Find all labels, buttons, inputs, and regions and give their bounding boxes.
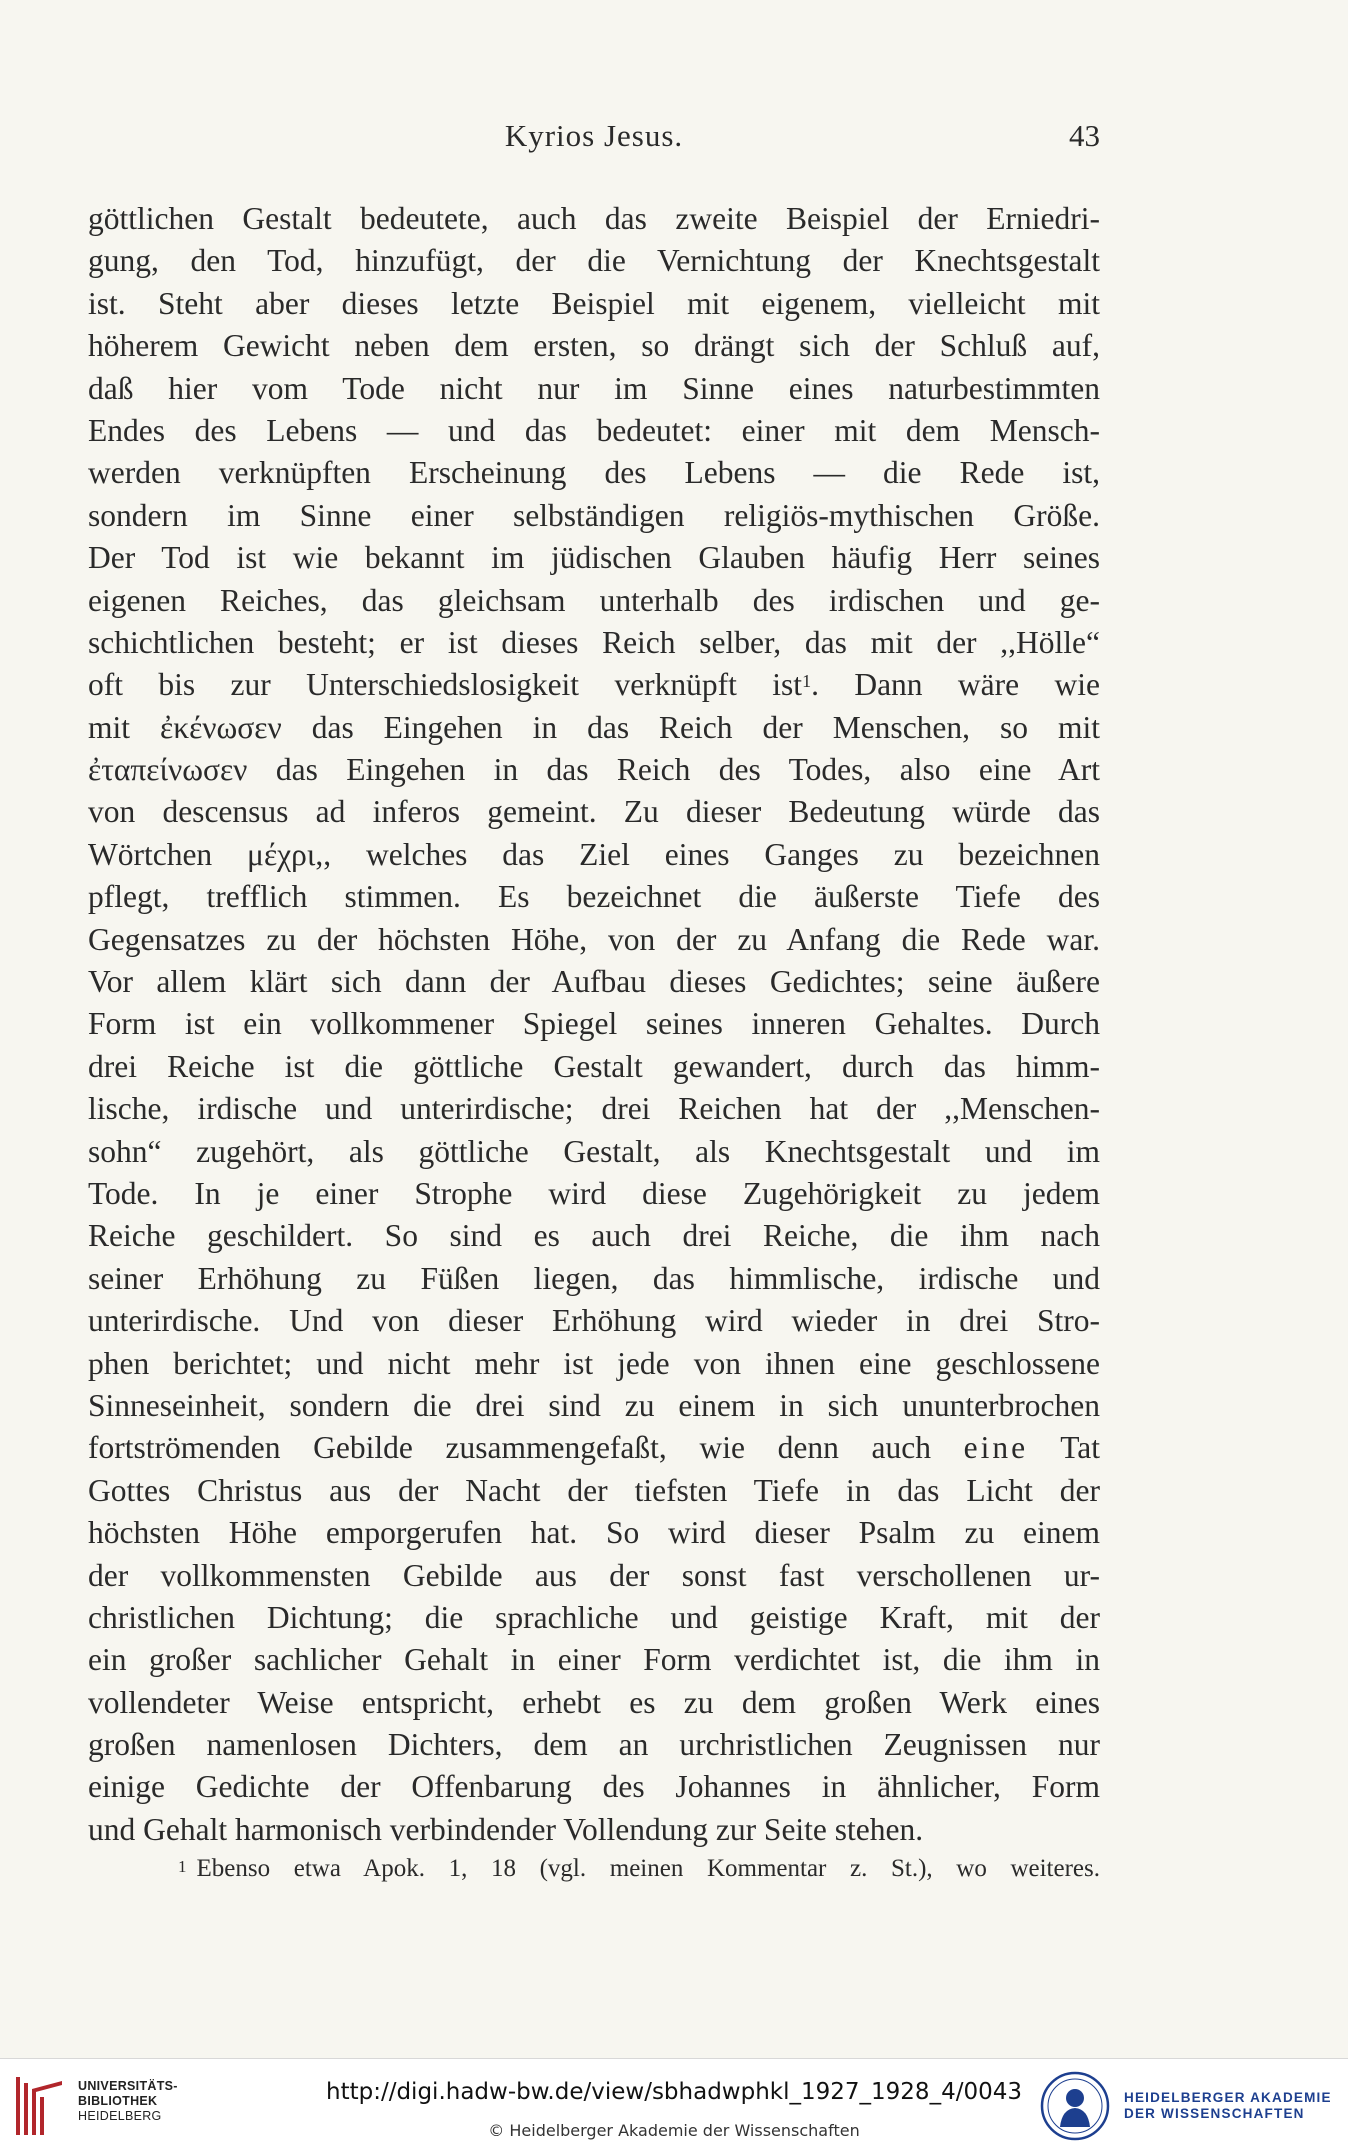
text-line: ein großer sachlicher Gehalt in einer Form verdichtet ist, die ihm in bbox=[88, 1642, 1100, 1678]
academy-line: HEIDELBERGER AKADEMIE bbox=[1124, 2090, 1332, 2105]
text-line: Der Tod ist wie bekannt im jüdischen Glauben häufig Herr seines bbox=[88, 540, 1100, 576]
text-line: Reiche geschildert. So sind es auch drei Reiche, die ihm nach bbox=[88, 1218, 1100, 1254]
viewer-footer bbox=[0, 2058, 1348, 2154]
footnote bbox=[88, 1852, 1100, 1886]
text-segment: Tat bbox=[1060, 1430, 1100, 1466]
text-line: unterirdische. Und von dieser Erhöhung wird wieder in drei Stro- bbox=[88, 1303, 1100, 1339]
text-line: werden verknüpften Erscheinung des Lebens — die Rede ist, bbox=[88, 455, 1100, 491]
text-line: ist. Steht aber dieses letzte Beispiel mit eigenem, vielleicht mit bbox=[88, 285, 1100, 321]
permalink-url[interactable]: http://digi.hadw-bw.de/view/sbhadwphkl_1927_1928_4/0043 bbox=[326, 2079, 1022, 2105]
text-line: Wörtchen μέχρι,, welches das Ziel eines Ganges zu bezeichnen bbox=[88, 836, 1100, 872]
text-segment: oft bis zur Unterschiedslosigkeit verknüpft ist bbox=[88, 667, 803, 703]
text-line: sohn“ zugehört, als göttliche Gestalt, als Knechtsgestalt und im bbox=[88, 1133, 1100, 1169]
text-line: seiner Erhöhung zu Füßen liegen, das himmlische, irdische und bbox=[88, 1260, 1100, 1296]
text-line: Sinneseinheit, sondern die drei sind zu einem in sich ununterbrochen bbox=[88, 1387, 1100, 1423]
text-line bbox=[88, 664, 1100, 706]
text-line: höherem Gewicht neben dem ersten, so drängt sich der Schluß auf, bbox=[88, 328, 1100, 364]
text-line: ἐταπείνωσεν das Eingehen in das Reich des Todes, also eine Art bbox=[88, 752, 1100, 788]
ub-line: HEIDELBERG bbox=[78, 2109, 162, 2123]
footnote-marker: 1 bbox=[178, 1857, 187, 1876]
copyright-notice: © Heidelberger Akademie der Wissenschaften bbox=[488, 2121, 860, 2140]
text-line: christlichen Dichtung; die sprachliche und geistige Kraft, mit der bbox=[88, 1599, 1100, 1635]
academy-name bbox=[1124, 2090, 1332, 2122]
text-segment: . Dann wäre wie bbox=[811, 667, 1100, 703]
text-line: göttlichen Gestalt bedeutete, auch das zweite Beispiel der Erniedri- bbox=[88, 201, 1100, 236]
running-head bbox=[88, 118, 1100, 154]
text-line: Form ist ein vollkommener Spiegel seines inneren Gehaltes. Durch bbox=[88, 1006, 1100, 1042]
text-line: Tode. In je einer Strophe wird diese Zugehörigkeit zu jedem bbox=[88, 1175, 1100, 1211]
text-line: Vor allem klärt sich dann der Aufbau dieses Gedichtes; seine äußere bbox=[88, 964, 1100, 1000]
text-line: Gegensatzes zu der höchsten Höhe, von der zu Anfang die Rede war. bbox=[88, 921, 1100, 957]
ub-line: BIBLIOTHEK bbox=[78, 2094, 158, 2108]
text-line: mit ἐκένωσεν das Eingehen in das Reich der Menschen, so mit bbox=[88, 709, 1100, 745]
text-line: pflegt, trefflich stimmen. Es bezeichnet die äußerste Tiefe des bbox=[88, 879, 1100, 915]
text-line: vollendeter Weise entspricht, erhebt es zu dem großen Werk eines bbox=[88, 1684, 1100, 1720]
running-title: Kyrios Jesus. bbox=[504, 118, 684, 153]
text-segment: fortströmenden Gebilde zusammengefaßt, wie denn auch bbox=[88, 1430, 931, 1466]
text-line: schichtlichen besteht; er ist dieses Reich selber, das mit der ,,Hölle“ bbox=[88, 624, 1100, 660]
academy-line: DER WISSENSCHAFTEN bbox=[1124, 2106, 1305, 2121]
text-line: gung, den Tod, hinzufügt, der die Vernichtung der Knechtsgestalt bbox=[88, 243, 1100, 279]
text-line: drei Reiche ist die göttliche Gestalt gewandert, durch das himm- bbox=[88, 1048, 1100, 1084]
text-line: höchsten Höhe emporgerufen hat. So wird dieser Psalm zu einem bbox=[88, 1515, 1100, 1551]
page-number: 43 bbox=[1069, 118, 1100, 153]
text-line: phen berichtet; und nicht mehr ist jede von ihnen eine geschlossene bbox=[88, 1345, 1100, 1381]
text-line: von descensus ad inferos gemeint. Zu dieser Bedeutung würde das bbox=[88, 794, 1100, 830]
ub-line: UNIVERSITÄTS- bbox=[78, 2079, 178, 2093]
text-line: und Gehalt harmonisch verbindender Vollendung zur Seite stehen. bbox=[88, 1811, 924, 1847]
text-line: großen namenlosen Dichters, dem an urchristlichen Zeugnissen nur bbox=[88, 1727, 1100, 1763]
text-line bbox=[88, 1427, 1100, 1469]
emphasized-word: eine bbox=[963, 1430, 1029, 1466]
text-line: daß hier vom Tode nicht nur im Sinne eines naturbestimmten bbox=[88, 370, 1100, 406]
text-line: der vollkommensten Gebilde aus der sonst fast verschollenen ur- bbox=[88, 1557, 1100, 1593]
text-line: eigenen Reiches, das gleichsam unterhalb des irdischen und ge- bbox=[88, 582, 1100, 618]
footnote-line bbox=[88, 1852, 1100, 1886]
body-text bbox=[88, 198, 1100, 1851]
text-line: sondern im Sinne einer selbständigen religiös-mythischen Größe. bbox=[88, 497, 1100, 533]
text-line: einige Gedichte der Offenbarung des Johannes in ähnlicher, Form bbox=[88, 1769, 1100, 1805]
text-line: Endes des Lebens — und das bedeutet: einer mit dem Mensch- bbox=[88, 412, 1100, 448]
academy-seal-icon bbox=[1040, 2071, 1110, 2141]
footnote-text: Ebenso etwa Apok. 1, 18 (vgl. meinen Kommentar z. St.), wo weiteres. bbox=[196, 1855, 1100, 1882]
text-line: lische, irdische und unterirdische; drei Reichen hat der ,,Menschen- bbox=[88, 1091, 1100, 1127]
text-line: Gottes Christus aus der Nacht der tiefsten Tiefe in das Licht der bbox=[88, 1472, 1100, 1508]
footnote-reference: 1 bbox=[802, 671, 812, 692]
